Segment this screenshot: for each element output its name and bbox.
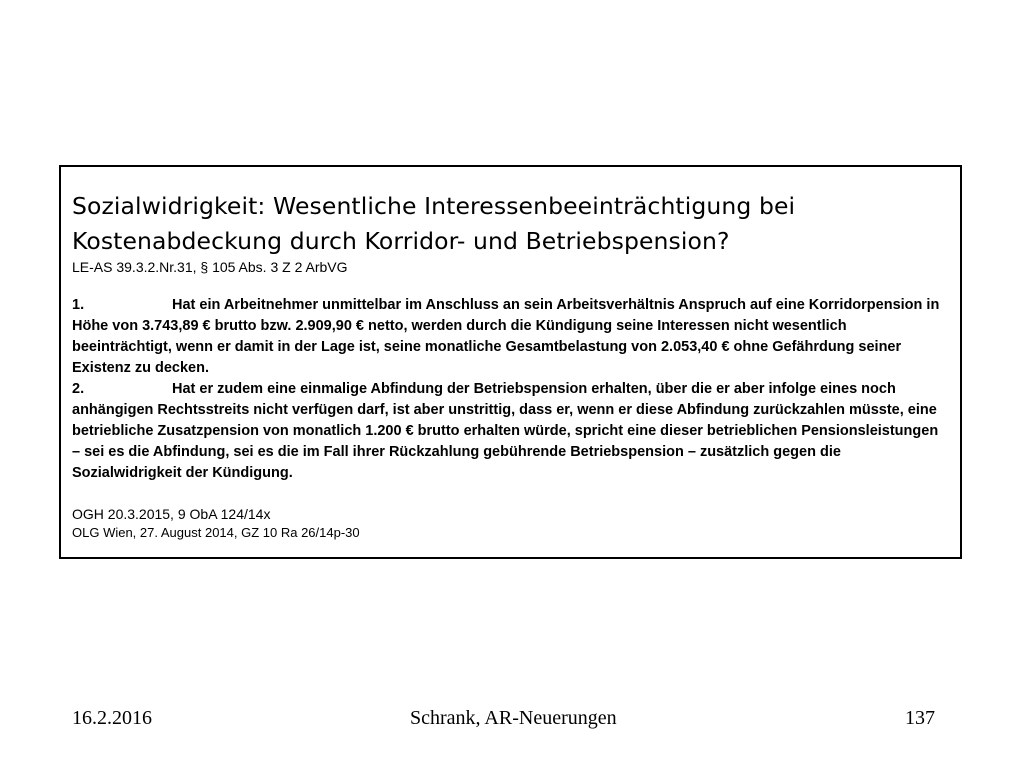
paragraph-2	[72, 379, 950, 484]
title-line-2: Kostenabdeckung durch Korridor- und Betriebspension?	[72, 227, 730, 255]
paragraph-2-number: 2.	[72, 381, 85, 397]
paragraph-1	[72, 295, 950, 379]
title-line-1: Sozialwidrigkeit: Wesentliche Interessenbeeinträchtigung bei	[72, 192, 796, 220]
ogh-citation: OGH 20.3.2015, 9 ObA 124/14x	[72, 506, 271, 522]
olg-citation: OLG Wien, 27. August 2014, GZ 10 Ra 26/14p-30	[72, 525, 360, 540]
footer-page-number: 137	[905, 707, 935, 729]
paragraph-1-number: 1.	[72, 297, 85, 313]
legal-reference: LE-AS 39.3.2.Nr.31, § 105 Abs. 3 Z 2 ArbVG	[72, 259, 348, 275]
footer-date: 16.2.2016	[72, 707, 152, 729]
paragraph-2-text: Hat er zudem eine einmalige Abfindung der Betriebspension erhalten, über die er aber infolge eines noch anhängigen Rechtsstreits nicht verfügen darf, ist aber unstrittig, dass er, wenn er diese Abfindung zurückzahlen müsste, eine betriebliche Zusatzpension von monatlich 1.200 € brutto erhalten würde, spricht eine dieser betrieblichen Pensionsleistungen – sei es die Abfindung, sei es die im Fall ihrer Rückzahlung gebührende Betriebspension – zusätzlich gegen die Sozialwidrigkeit der Kündigung.	[72, 381, 939, 481]
content-box	[59, 165, 962, 559]
paragraph-1-text: Hat ein Arbeitnehmer unmittelbar im Anschluss an sein Arbeitsverhältnis Anspruch auf eine Korridorpension in Höhe von 3.743,89 € brutto bzw. 2.909,90 € netto, werden durch die Kündigung seine Interessen nicht wesentlich beeinträchtigt, wenn er damit in der Lage ist, seine monatliche Gesamtbelastung von 2.053,40 € ohne Gefährdung seiner Existenz zu decken.	[72, 297, 940, 376]
slide-title	[72, 189, 950, 259]
footer-author-title: Schrank, AR-Neuerungen	[410, 707, 617, 729]
